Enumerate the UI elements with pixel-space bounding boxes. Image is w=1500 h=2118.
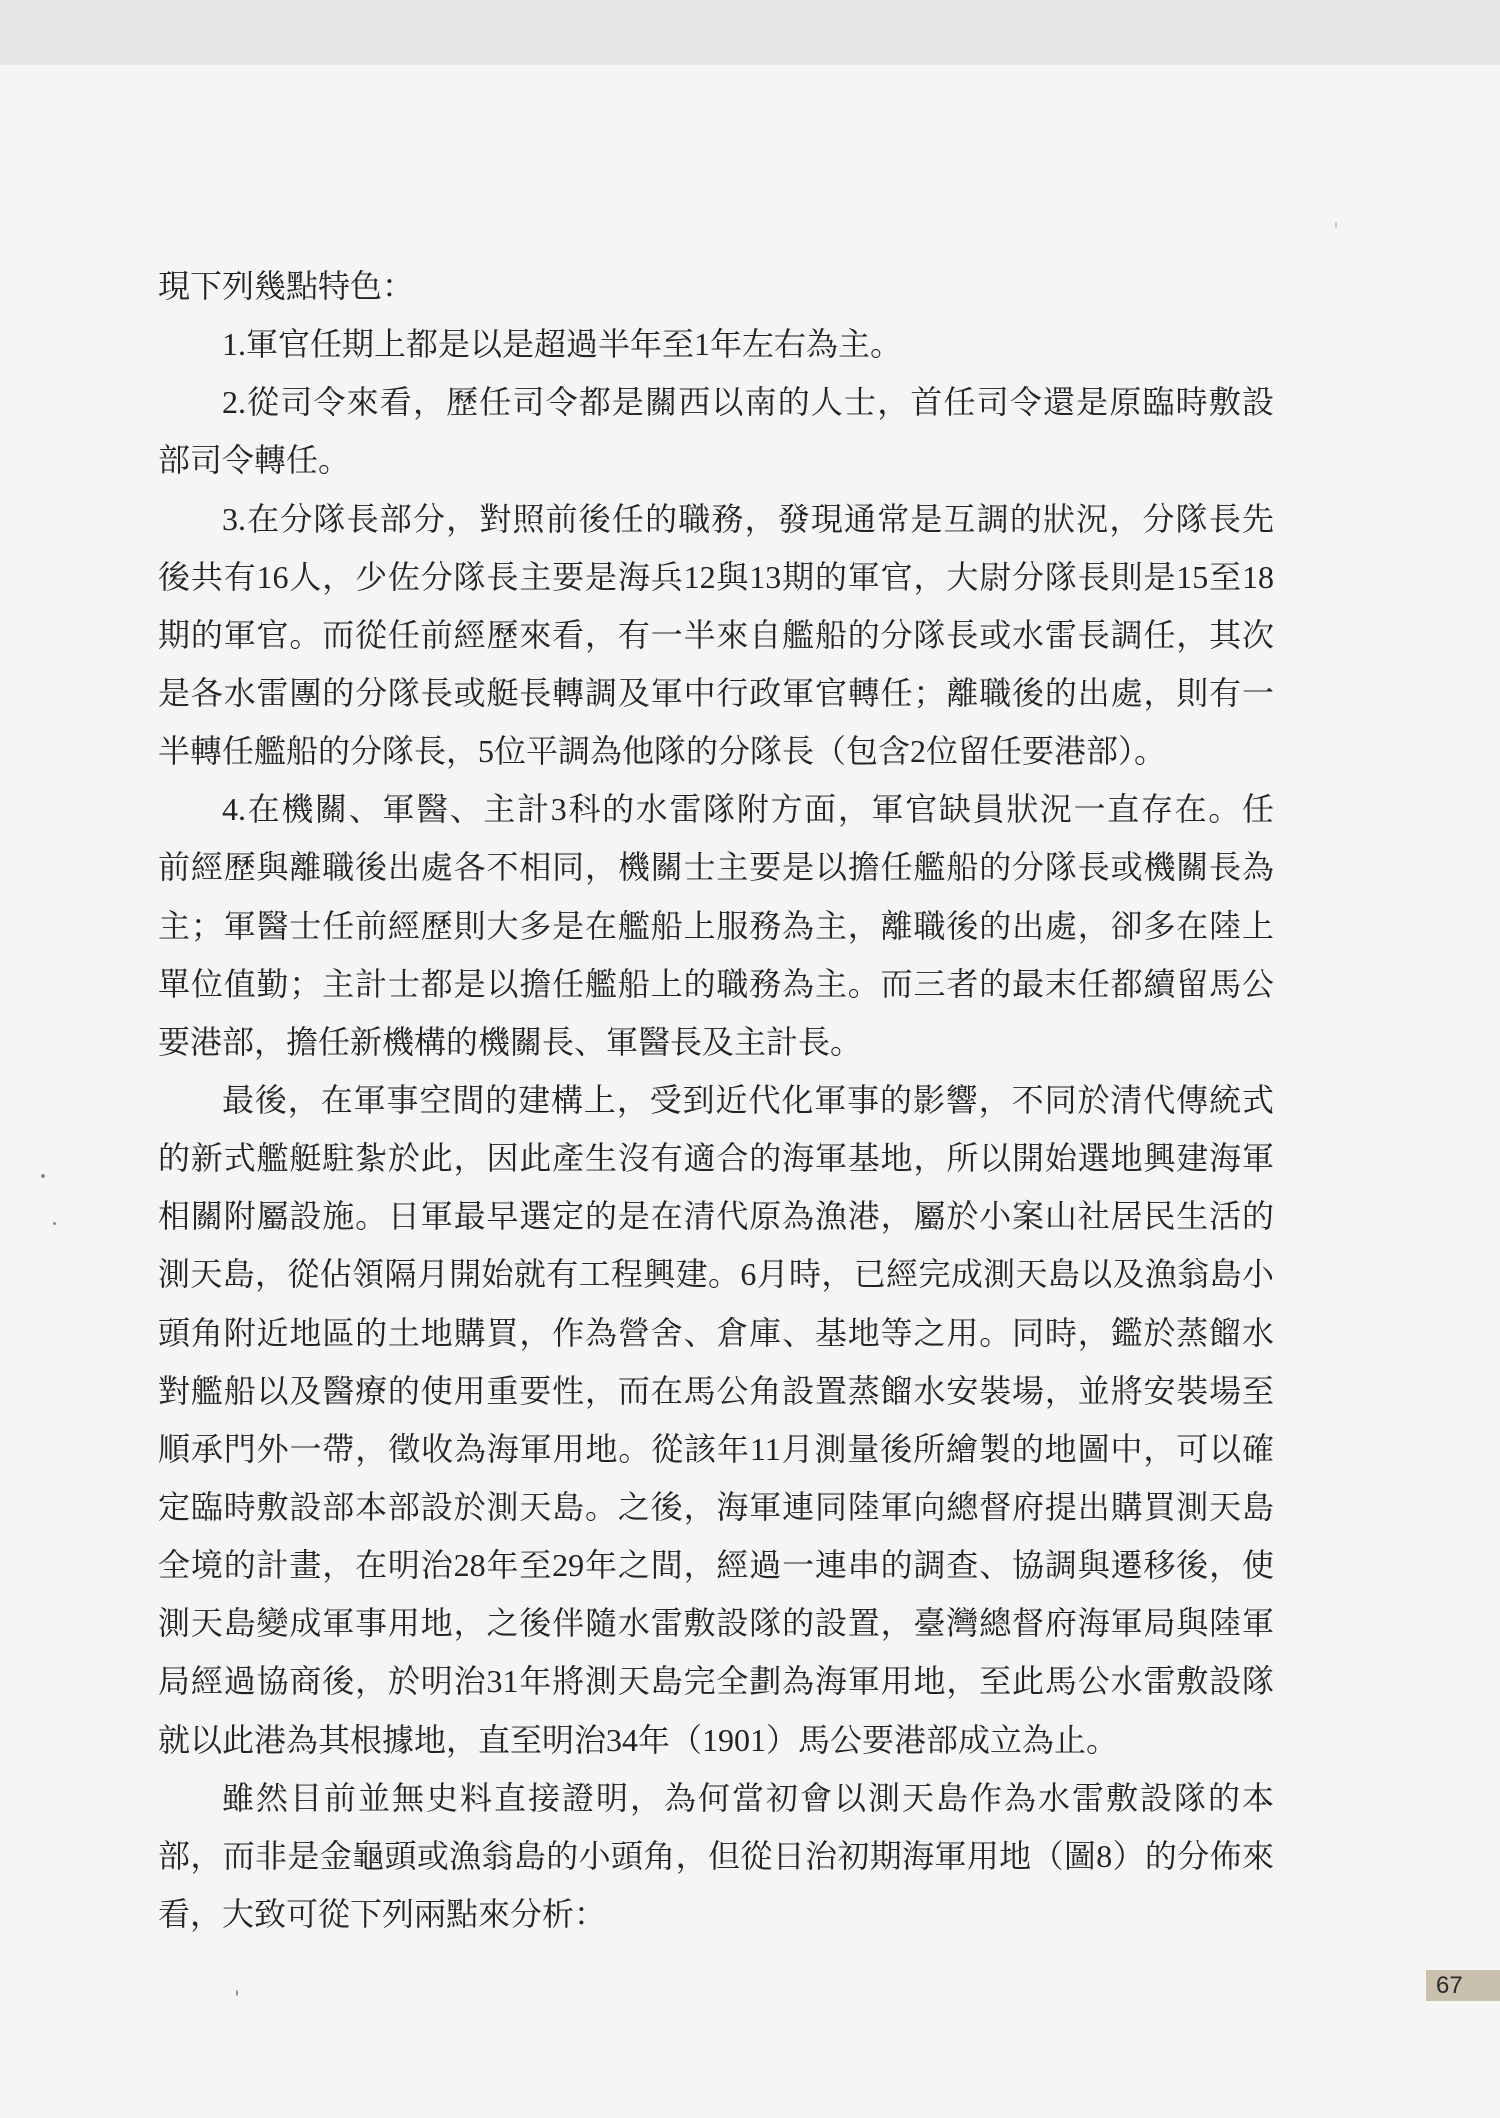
text-line: 3.在分隊長部分，對照前後任的職務，發現通常是互調的狀況，分隊長先 bbox=[222, 500, 1274, 537]
text-line: 對艦船以及醫療的使用重要性，而在馬公角設置蒸餾水安裝場，並將安裝場至 bbox=[158, 1372, 1274, 1409]
text-line: 相關附屬設施。日軍最早選定的是在清代原為漁港，屬於小案山社居民生活的 bbox=[158, 1198, 1274, 1235]
page-number: 67 bbox=[1436, 1972, 1463, 1999]
list-item-paragraph bbox=[158, 490, 1274, 781]
text-line: 半轉任艦船的分隊長，5位平調為他隊的分隊長（包含2位留任要港部）。 bbox=[158, 733, 1167, 770]
page-number-tab bbox=[1426, 1970, 1500, 2001]
text-line: 順承門外一帶，徵收為海軍用地。從該年11月測量後所繪製的地圖中，可以確 bbox=[158, 1430, 1274, 1467]
text-line: 的新式艦艇駐紮於此，因此產生沒有適合的海軍基地，所以開始選地興建海軍 bbox=[158, 1140, 1274, 1177]
paragraph bbox=[158, 1769, 1274, 1943]
text-line: 是各水雷團的分隊長或艇長轉調及軍中行政軍官轉任；離職後的出處，則有一 bbox=[158, 674, 1274, 711]
text-line: 測天島，從佔領隔月開始就有工程興建。6月時，已經完成測天島以及漁翁島小 bbox=[158, 1256, 1274, 1293]
text-line: 部司令轉任。 bbox=[158, 442, 351, 479]
text-line: 雖然目前並無史料直接證明，為何當初會以測天島作為水雷敷設隊的本 bbox=[222, 1779, 1274, 1816]
text-line: 單位值勤；主計士都是以擔任艦船上的職務為主。而三者的最末任都續留馬公 bbox=[158, 965, 1274, 1002]
text-line: 後共有16人，少佐分隊長主要是海兵12與13期的軍官，大尉分隊長則是15至18 bbox=[158, 558, 1274, 595]
scan-top-band bbox=[0, 0, 1500, 65]
text-line: 1.軍官任期上都是以是超過半年至1年左右為主。 bbox=[222, 326, 903, 363]
paragraph bbox=[158, 257, 1274, 315]
list-item-paragraph bbox=[158, 315, 1274, 373]
text-line: 2.從司令來看，歷任司令都是關西以南的人士，首任司令還是原臨時敷設 bbox=[222, 384, 1274, 421]
text-line: 測天島變成軍事用地，之後伴隨水雷敷設隊的設置，臺灣總督府海軍局與陸軍 bbox=[158, 1605, 1274, 1642]
text-line: 頭角附近地區的土地購買，作為營舍、倉庫、基地等之用。同時，鑑於蒸餾水 bbox=[158, 1314, 1274, 1351]
paragraph bbox=[158, 1071, 1274, 1769]
text-line: 要港部，擔任新機構的機關長、軍醫長及主計長。 bbox=[158, 1023, 863, 1060]
text-line: 全境的計畫，在明治28年至29年之間，經過一連串的調查、協調與遷移後，使 bbox=[158, 1547, 1274, 1584]
text-line: 前經歷與離職後出處各不相同，機關士主要是以擔任艦船的分隊長或機關長為 bbox=[158, 849, 1274, 886]
text-line: 定臨時敷設部本部設於測天島。之後，海軍連同陸軍向總督府提出購買測天島 bbox=[158, 1488, 1274, 1525]
text-line: 最後，在軍事空間的建構上，受到近代化軍事的影響，不同於清代傳統式 bbox=[222, 1081, 1274, 1118]
text-line: 看，大致可從下列兩點來分析： bbox=[158, 1895, 607, 1932]
text-line: 期的軍官。而從任前經歷來看，有一半來自艦船的分隊長或水雷長調任，其次 bbox=[158, 616, 1274, 653]
text-line: 部，而非是金龜頭或漁翁島的小頭角，但從日治初期海軍用地（圖8）的分佈來 bbox=[158, 1837, 1274, 1874]
list-item-paragraph bbox=[158, 780, 1274, 1071]
scan-speck bbox=[236, 1990, 238, 1996]
text-line: 局經過協商後，於明治31年將測天島完全劃為海軍用地，至此馬公水雷敷設隊 bbox=[158, 1663, 1274, 1700]
body-text bbox=[158, 257, 1274, 1943]
text-line: 主；軍醫士任前經歷則大多是在艦船上服務為主，離職後的出處，卻多在陸上 bbox=[158, 907, 1274, 944]
scan-speck bbox=[53, 1222, 56, 1225]
text-line: 4.在機關、軍醫、主計3科的水雷隊附方面，軍官缺員狀況一直存在。任 bbox=[222, 791, 1274, 828]
scan-speck bbox=[1335, 222, 1337, 228]
scan-speck bbox=[41, 1174, 45, 1178]
text-line: 就以此港為其根據地，直至明治34年（1901）馬公要港部成立為止。 bbox=[158, 1721, 1119, 1758]
list-item-paragraph bbox=[158, 373, 1274, 489]
text-line: 現下列幾點特色： bbox=[158, 268, 415, 304]
